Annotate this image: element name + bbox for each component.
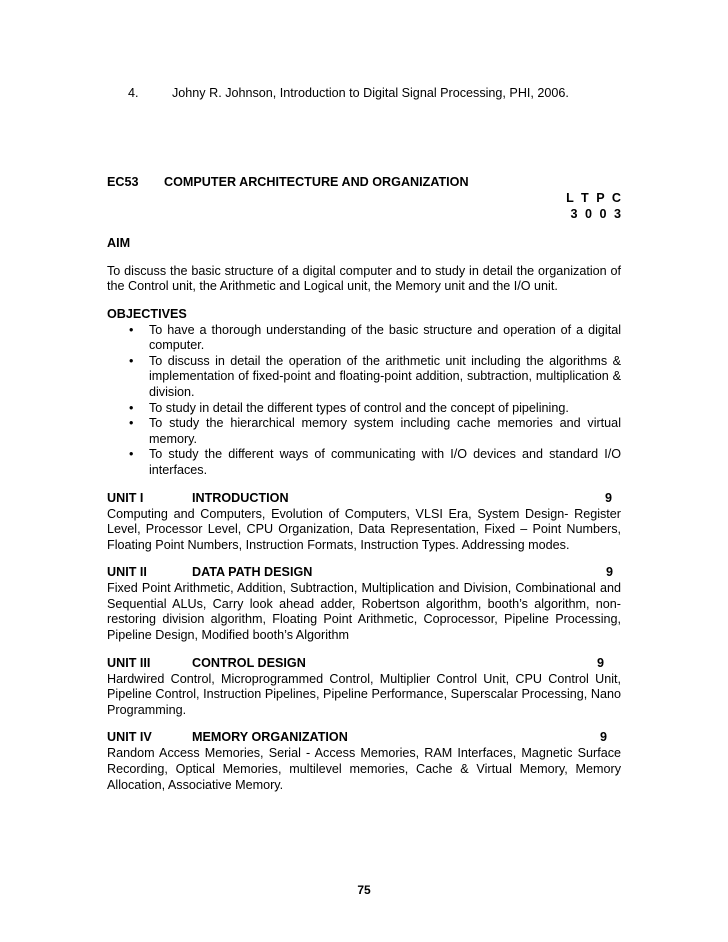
objective-item: • To have a thorough understanding of the basic structure and operation of a digital computer.	[129, 322, 621, 353]
reference-entry	[128, 86, 569, 100]
unit-title: DATA PATH DESIGN	[192, 565, 313, 580]
bullet-icon: •	[129, 400, 134, 415]
bullet-icon: •	[129, 322, 134, 337]
unit-text: Hardwired Control, Microprogrammed Control, Multiplier Control Unit, CPU Control Unit, Pipeline Control, Instruction Pipelines, Pipeline Performance, Superscalar Processing, Nano Programming.	[107, 671, 621, 717]
objective-item: • To discuss in detail the operation of the arithmetic unit including the algorithms & implementation of fixed-point and floating-point addition, subtraction, multiplication & division.	[129, 353, 621, 399]
reference-text: Johny R. Johnson, Introduction to Digital Signal Processing, PHI, 2006.	[172, 86, 569, 100]
aim-text: To discuss the basic structure of a digital computer and to study in detail the organization of the Control unit, the Arithmetic and Logical unit, the Memory unit and the I/O unit.	[107, 263, 621, 294]
unit-label: UNIT IV	[107, 730, 152, 745]
unit-text: Fixed Point Arithmetic, Addition, Subtraction, Multiplication and Division, Combinational and Sequential ALUs, Carry look ahead adder, Robertson algorithm, booth’s algorithm, non-restoring division algorithm, Floating Point Arithmetic, Coprocessor, Pipeline Processing, Pipeline Design, Modified booth’s Algorithm	[107, 581, 621, 643]
bullet-icon: •	[129, 447, 134, 462]
course-title: COMPUTER ARCHITECTURE AND ORGANIZATION	[164, 175, 469, 189]
unit-text: Computing and Computers, Evolution of Computers, VLSI Era, System Design- Register Level, Processor Level, CPU Organization, Data Representation, Fixed – Point Numbers, Floating Point Numbers, Instruction Formats, Instruction Types. Addressing modes.	[107, 506, 621, 552]
unit-hours: 9	[597, 655, 605, 670]
unit-heading	[107, 565, 621, 581]
aim-heading: AIM	[107, 236, 131, 251]
objective-item: • To study the hierarchical memory system including cache memories and virtual memory.	[129, 416, 621, 446]
unit-label: UNIT III	[107, 655, 151, 670]
unit-hours: 9	[600, 730, 608, 745]
bullet-icon: •	[129, 353, 134, 368]
unit-label: UNIT I	[107, 490, 144, 505]
course-heading	[107, 175, 621, 191]
bullet-icon: •	[129, 416, 134, 431]
unit-label: UNIT II	[107, 565, 147, 580]
unit-title: MEMORY ORGANIZATION	[192, 730, 348, 745]
unit-heading	[107, 656, 621, 672]
objectives-list	[107, 323, 621, 479]
ltpc-header: L T P C	[566, 191, 623, 205]
ltpc-values: 3 0 0 3	[570, 206, 623, 221]
objective-item: • To study in detail the different types of control and the concept of pipelining.	[129, 400, 569, 415]
unit-title: CONTROL DESIGN	[192, 655, 306, 670]
objective-item: • To study the different ways of communicating with I/O devices and standard I/O interfaces.	[129, 447, 621, 477]
page-number: 75	[357, 883, 371, 897]
syllabus-content	[107, 175, 621, 793]
reference-number: 4.	[128, 86, 139, 100]
unit-hours: 9	[606, 565, 614, 580]
unit-heading	[107, 730, 621, 746]
objectives-heading: OBJECTIVES	[107, 306, 187, 321]
course-code: EC53	[107, 175, 139, 189]
unit-text: Random Access Memories, Serial - Access Memories, RAM Interfaces, Magnetic Surface Recording, Optical Memories, multilevel memories, Cache & Virtual Memory, Memory Allocation, Associative Memory.	[107, 746, 621, 792]
unit-heading	[107, 491, 621, 507]
unit-title: INTRODUCTION	[192, 490, 289, 505]
unit-hours: 9	[605, 490, 613, 505]
